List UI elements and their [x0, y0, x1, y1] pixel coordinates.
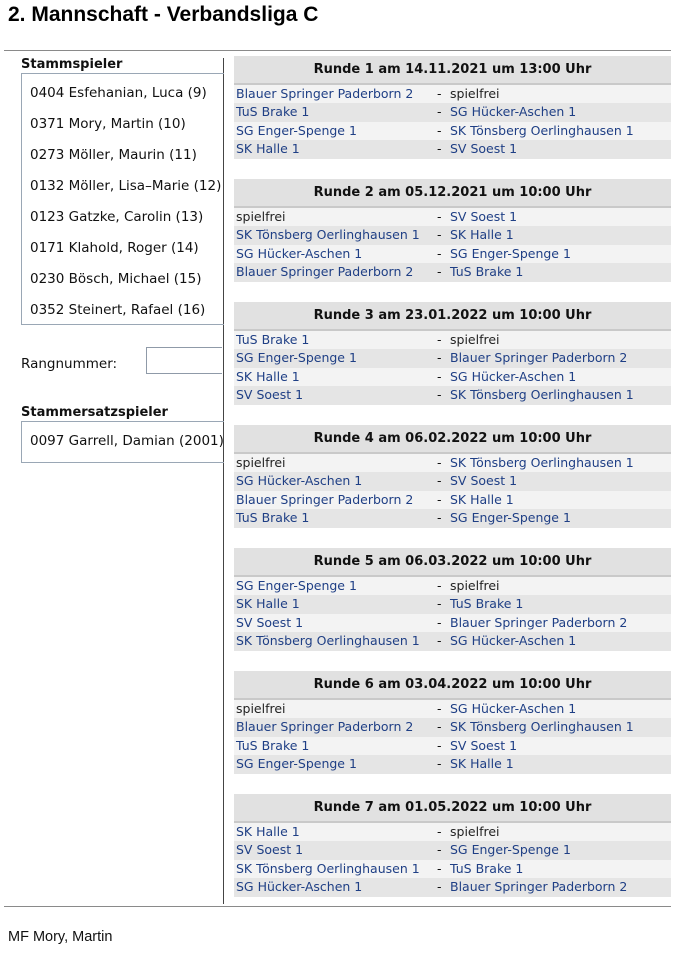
match-separator: -	[437, 245, 442, 261]
rangnummer-input[interactable]	[146, 347, 222, 374]
round-block	[234, 794, 671, 897]
round-block	[234, 179, 671, 282]
home-team-link[interactable]: SG Hücker-Aschen 1	[236, 245, 363, 261]
player-item: 0132 Möller, Lisa–Marie (12)	[30, 178, 222, 194]
player-item: 0123 Gatzke, Carolin (13)	[30, 209, 204, 225]
away-team-link[interactable]: SK Halle 1	[450, 491, 514, 507]
player-item: 0404 Esfehanian, Luca (9)	[30, 85, 207, 101]
away-team-link[interactable]: Blauer Springer Paderborn 2	[450, 350, 628, 366]
player-item: 0171 Klahold, Roger (14)	[30, 240, 199, 256]
bye-label: spielfrei	[450, 578, 500, 593]
match-row	[234, 368, 671, 386]
match-separator: -	[437, 209, 442, 224]
match-separator: -	[437, 350, 442, 366]
match-separator: -	[437, 701, 442, 716]
bye-label: spielfrei	[450, 824, 500, 839]
home-team-link[interactable]: SV Soest 1	[236, 387, 304, 403]
match-separator: -	[437, 491, 442, 507]
home-team-link[interactable]: TuS Brake 1	[236, 737, 310, 753]
home-team-link[interactable]: SK Halle 1	[236, 368, 300, 384]
round-header: Runde 4 am 06.02.2022 um 10:00 Uhr	[234, 425, 671, 454]
match-row	[234, 632, 671, 650]
match-row	[234, 140, 671, 158]
match-separator: -	[437, 387, 442, 403]
home-team-link[interactable]: SG Hücker-Aschen 1	[236, 473, 363, 489]
match-row	[234, 491, 671, 509]
home-team-link[interactable]: SG Hücker-Aschen 1	[236, 879, 363, 895]
round-header: Runde 6 am 03.04.2022 um 10:00 Uhr	[234, 671, 671, 700]
bye-label: spielfrei	[450, 332, 500, 347]
home-team-link[interactable]: TuS Brake 1	[236, 332, 310, 347]
match-row	[234, 700, 671, 718]
rangnummer-label: Rangnummer:	[21, 356, 118, 372]
home-team-link[interactable]: SV Soest 1	[236, 842, 304, 858]
away-team-link[interactable]: SV Soest 1	[450, 141, 518, 157]
player-item: 0352 Steinert, Rafael (16)	[30, 302, 206, 318]
away-team-link[interactable]: SK Tönsberg Oerlinghausen 1	[450, 455, 634, 470]
match-row	[234, 103, 671, 121]
away-team-link[interactable]: SK Tönsberg Oerlinghausen 1	[450, 122, 634, 138]
home-team-link[interactable]: Blauer Springer Paderborn 2	[236, 264, 414, 280]
match-row	[234, 509, 671, 527]
match-row	[234, 122, 671, 140]
home-team-link[interactable]: SK Tönsberg Oerlinghausen 1	[236, 633, 420, 649]
home-team-link[interactable]: SG Enger-Spenge 1	[236, 578, 357, 593]
home-team-link[interactable]: SK Halle 1	[236, 141, 300, 157]
stammspieler-list	[21, 74, 224, 325]
round-header: Runde 7 am 01.05.2022 um 10:00 Uhr	[234, 794, 671, 823]
match-row	[234, 737, 671, 755]
match-separator: -	[437, 104, 442, 120]
round-block	[234, 56, 671, 159]
home-team-link[interactable]: SG Enger-Spenge 1	[236, 756, 357, 772]
away-team-link[interactable]: SG Hücker-Aschen 1	[450, 701, 577, 716]
stammersatzspieler-heading: Stammersatzspieler	[21, 405, 224, 422]
match-separator: -	[437, 578, 442, 593]
match-separator: -	[437, 510, 442, 526]
match-separator: -	[437, 842, 442, 858]
home-team-link[interactable]: Blauer Springer Paderborn 2	[236, 719, 414, 735]
away-team-link[interactable]: SG Enger-Spenge 1	[450, 245, 571, 261]
away-team-link[interactable]: SV Soest 1	[450, 209, 518, 224]
away-team-link[interactable]: SG Hücker-Aschen 1	[450, 633, 577, 649]
match-separator: -	[437, 368, 442, 384]
match-separator: -	[437, 737, 442, 753]
away-team-link[interactable]: SG Hücker-Aschen 1	[450, 368, 577, 384]
home-team-link[interactable]: Blauer Springer Paderborn 2	[236, 491, 414, 507]
match-row	[234, 85, 671, 103]
match-row	[234, 386, 671, 404]
home-team-link[interactable]: TuS Brake 1	[236, 510, 310, 526]
home-team-link[interactable]: SK Halle 1	[236, 596, 300, 612]
round-block	[234, 671, 671, 774]
match-row	[234, 614, 671, 632]
match-row	[234, 595, 671, 613]
round-block	[234, 548, 671, 651]
match-row	[234, 208, 671, 226]
round-block	[234, 425, 671, 528]
match-row	[234, 245, 671, 263]
match-separator: -	[437, 227, 442, 243]
match-separator: -	[437, 719, 442, 735]
bye-label: spielfrei	[236, 209, 286, 224]
away-team-link[interactable]: SV Soest 1	[450, 737, 518, 753]
away-team-link[interactable]: SK Halle 1	[450, 756, 514, 772]
round-block	[234, 302, 671, 405]
match-row	[234, 349, 671, 367]
match-row	[234, 577, 671, 595]
match-row	[234, 860, 671, 878]
away-team-link[interactable]: SG Enger-Spenge 1	[450, 510, 571, 526]
match-separator: -	[437, 879, 442, 895]
away-team-link[interactable]: Blauer Springer Paderborn 2	[450, 879, 628, 895]
away-team-link[interactable]: TuS Brake 1	[450, 860, 524, 876]
stammersatzspieler-list	[21, 422, 224, 463]
bye-label: spielfrei	[450, 86, 500, 101]
stammspieler-heading: Stammspieler	[21, 57, 224, 74]
match-row	[234, 226, 671, 244]
match-row	[234, 841, 671, 859]
match-separator: -	[437, 141, 442, 157]
match-row	[234, 472, 671, 490]
player-item: 0371 Mory, Martin (10)	[30, 116, 186, 132]
match-row	[234, 331, 671, 349]
player-item: 0097 Garrell, Damian (2001)	[30, 433, 224, 449]
away-team-link[interactable]: SK Tönsberg Oerlinghausen 1	[450, 719, 634, 735]
match-separator: -	[437, 860, 442, 876]
match-separator: -	[437, 614, 442, 630]
player-item: 0273 Möller, Maurin (11)	[30, 147, 197, 163]
match-row	[234, 823, 671, 841]
round-header: Runde 3 am 23.01.2022 um 10:00 Uhr	[234, 302, 671, 331]
match-separator: -	[437, 596, 442, 612]
home-team-link[interactable]: TuS Brake 1	[236, 104, 310, 120]
match-separator: -	[437, 473, 442, 489]
home-team-link[interactable]: Blauer Springer Paderborn 2	[236, 86, 414, 101]
match-row	[234, 878, 671, 896]
match-separator: -	[437, 633, 442, 649]
home-team-link[interactable]: SG Enger-Spenge 1	[236, 122, 357, 138]
home-team-link[interactable]: SK Halle 1	[236, 824, 300, 839]
home-team-link[interactable]: SK Tönsberg Oerlinghausen 1	[236, 860, 420, 876]
round-header: Runde 1 am 14.11.2021 um 13:00 Uhr	[234, 56, 671, 85]
away-team-link[interactable]: Blauer Springer Paderborn 2	[450, 614, 628, 630]
round-header: Runde 2 am 05.12.2021 um 10:00 Uhr	[234, 179, 671, 208]
match-row	[234, 263, 671, 281]
match-row	[234, 454, 671, 472]
match-row	[234, 755, 671, 773]
match-separator: -	[437, 264, 442, 280]
team-leader-footer: MF Mory, Martin	[8, 929, 113, 945]
match-separator: -	[437, 455, 442, 470]
away-team-link[interactable]: SG Hücker-Aschen 1	[450, 104, 577, 120]
home-team-link[interactable]: SK Tönsberg Oerlinghausen 1	[236, 227, 420, 243]
round-header: Runde 5 am 06.03.2022 um 10:00 Uhr	[234, 548, 671, 577]
match-row	[234, 718, 671, 736]
away-team-link[interactable]: TuS Brake 1	[450, 596, 524, 612]
away-team-link[interactable]: SK Halle 1	[450, 227, 514, 243]
player-item: 0230 Bösch, Michael (15)	[30, 271, 202, 287]
away-team-link[interactable]: SG Enger-Spenge 1	[450, 842, 571, 858]
away-team-link[interactable]: SK Tönsberg Oerlinghausen 1	[450, 387, 634, 403]
match-separator: -	[437, 824, 442, 839]
bye-label: spielfrei	[236, 455, 286, 470]
match-separator: -	[437, 756, 442, 772]
bye-label: spielfrei	[236, 701, 286, 716]
match-separator: -	[437, 122, 442, 138]
page-title: 2. Mannschaft - Verbandsliga C	[8, 3, 319, 26]
match-separator: -	[437, 332, 442, 347]
away-team-link[interactable]: TuS Brake 1	[450, 264, 524, 280]
match-separator: -	[437, 86, 442, 101]
home-team-link[interactable]: SV Soest 1	[236, 614, 304, 630]
home-team-link[interactable]: SG Enger-Spenge 1	[236, 350, 357, 366]
away-team-link[interactable]: SV Soest 1	[450, 473, 518, 489]
